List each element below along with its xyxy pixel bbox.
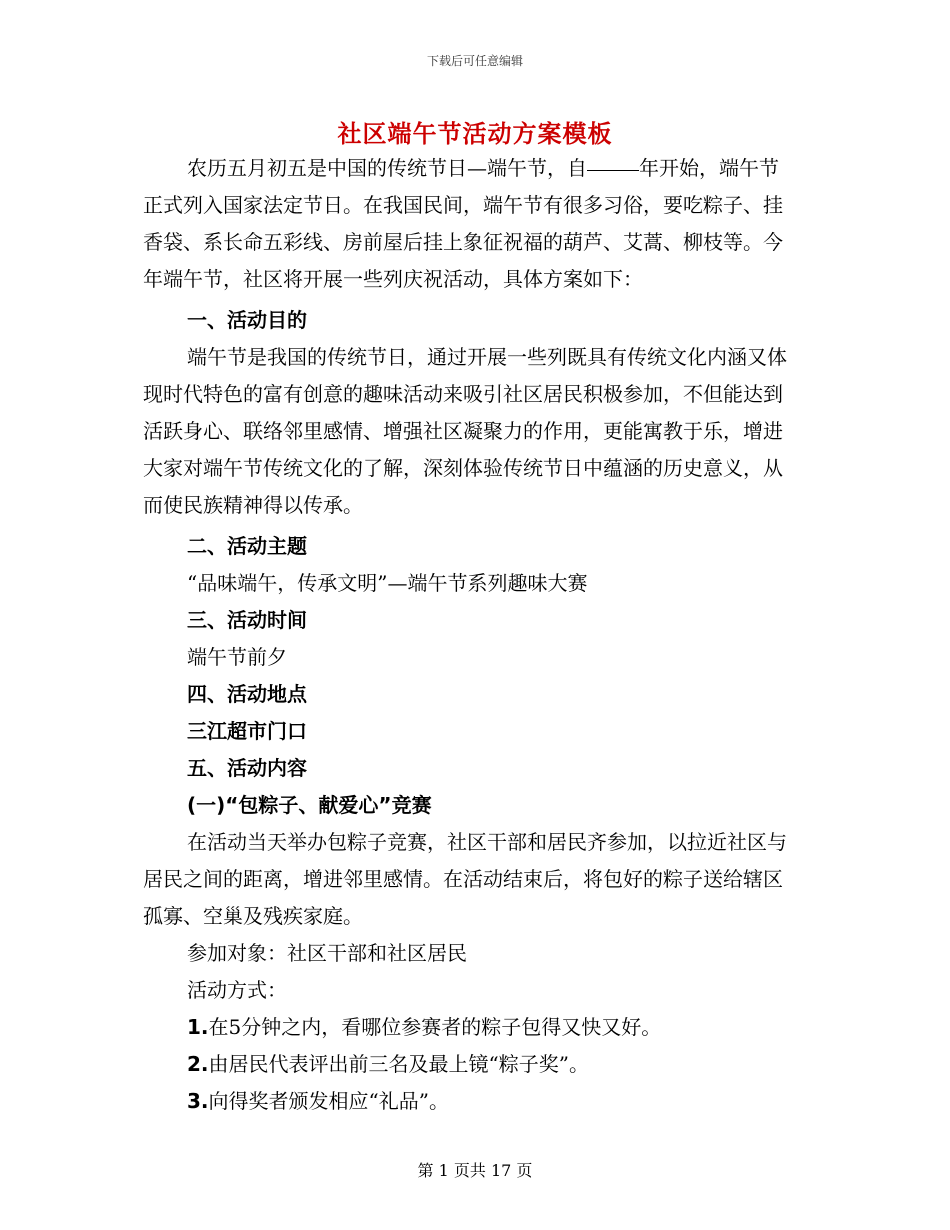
- subsection-heading-zongzi: (一)“包粽子、献爱心”竞赛: [187, 793, 432, 817]
- participants-line: 参加对象：社区干部和社区居民: [187, 941, 467, 965]
- section-body-location: 三江超市门口: [187, 719, 307, 743]
- list-item-text: 在5分钟之内，看哪位参赛者的粽子包得又快又好。: [208, 1015, 662, 1039]
- fill-in-blank: [587, 169, 639, 171]
- list-item-number: 1.: [187, 1015, 209, 1039]
- section-heading-content: 五、活动内容: [187, 756, 307, 780]
- document-body: [143, 150, 798, 1120]
- section-body-purpose: 端午节是我国的传统节日，通过开展一些列既具有传统文化内涵又体现时代特色的富有创意的趣味活动来吸引社区居民积极参加，不但能达到活跃身心、联络邻里感情、增强社区凝聚力的作用，更能寓教于乐，增进大家对端午节传统文化的了解，深刻体验传统节日中蕴涵的历史意义，从而使民族精神得以传承。: [143, 345, 787, 517]
- document-title: 社区端午节活动方案模板: [337, 119, 613, 148]
- intro-text-part1: 农历五月初五是中国的传统节日—端午节，自: [187, 156, 587, 180]
- list-item-text: 由居民代表评出前三名及最上镜“粽子奖”。: [208, 1052, 589, 1076]
- section-heading-time: 三、活动时间: [187, 608, 307, 632]
- list-item: [143, 1046, 798, 1083]
- section-heading-theme: 二、活动主题: [187, 534, 307, 558]
- section-heading-purpose: 一、活动目的: [187, 308, 307, 332]
- list-item-number: 2.: [187, 1052, 209, 1076]
- list-item: [143, 1083, 798, 1120]
- list-item-text: 向得奖者颁发相应“礼品”。: [208, 1089, 449, 1113]
- section-heading-location: 四、活动地点: [187, 682, 307, 706]
- section-body-time: 端午节前夕: [187, 645, 287, 669]
- list-item-number: 3.: [187, 1089, 209, 1113]
- intro-text-part2: 年开始，端午节正式列入国家法定节日。在我国民间，端午节有很多习俗，要吃粽子、挂香袋、系长命五彩线、房前屋后挂上象征祝福的葫芦、艾蒿、柳枝等。今年端午节，社区将开展一些列庆祝活动，具体方案如下：: [143, 156, 783, 291]
- intro-paragraph: [143, 150, 798, 298]
- subsection-body-zongzi: 在活动当天举办包粽子竞赛，社区干部和居民齐参加，以拉近社区与居民之间的距离，增进邻里感情。在活动结束后，将包好的粽子送给辖区孤寡、空巢及残疾家庭。: [143, 830, 787, 928]
- page-header-note: 下载后可任意编辑: [426, 54, 523, 68]
- section-body-theme: “品味端午，传承文明”—端午节系列趣味大赛: [187, 571, 588, 595]
- list-item: [143, 1009, 798, 1046]
- method-label: 活动方式：: [187, 978, 287, 1002]
- page-footer: 第 1 页共 17 页: [417, 1161, 533, 1180]
